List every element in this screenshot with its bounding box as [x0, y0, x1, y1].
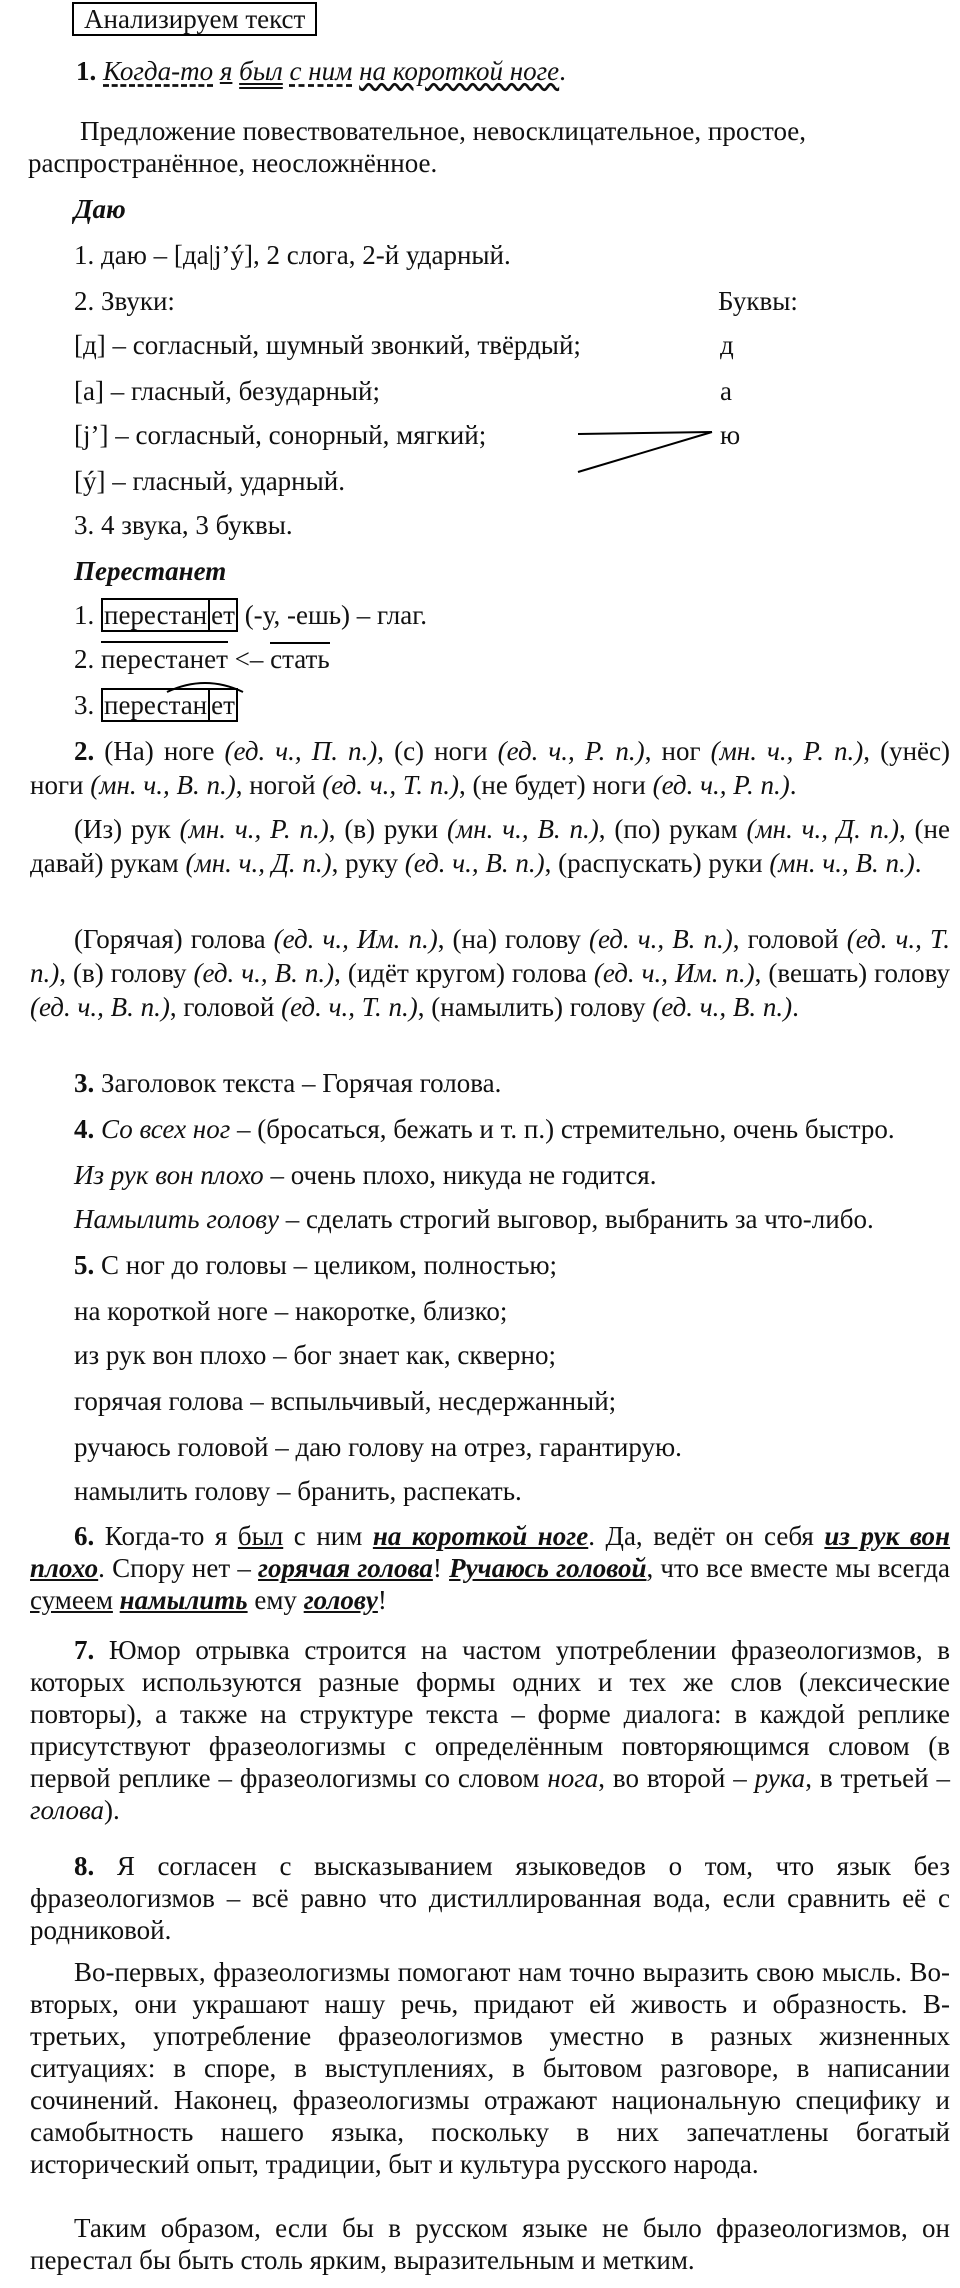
text-fragment: , (в) руки	[328, 814, 447, 844]
sound-row-3: [j’] – согласный, сонорный, мягкий;	[74, 420, 487, 450]
sound-row-4: [ý] – гласный, ударный.	[74, 466, 345, 496]
text-fragment: , (распускать) руки	[544, 848, 770, 878]
letter-row-1: д	[720, 330, 734, 360]
styled-fragment: был	[237, 1521, 284, 1551]
item-number: 3.	[74, 690, 95, 720]
text-fragment: , (на) голову	[437, 924, 589, 954]
text-fragment: Я согласен с высказыванием языковедов о том, что язык без фразеологизмов – всё равно что дистиллированная вода, если сравнить её с родниковой.	[30, 1851, 950, 1945]
styled-fragment: (ед. ч., Им. п.)	[593, 958, 755, 988]
text-fragment: , (с) ноги	[377, 736, 498, 766]
adverbial: Когда-то	[103, 56, 214, 86]
styled-fragment: (мн. ч., В. п.)	[769, 848, 915, 878]
styled-fragment: (ед. ч., Т. п.)	[30, 924, 951, 988]
text-fragment: , (не давай) рукам	[30, 814, 950, 878]
styled-fragment: (мн. ч., Р. п.)	[710, 736, 864, 766]
idiom: Из рук вон плохо	[74, 1160, 264, 1190]
sentence-desc-line-1: Предложение повествовательное, невосклицательное, простое,	[80, 116, 807, 146]
derived-word: перестанет	[101, 641, 228, 674]
text-fragment: , головой	[169, 992, 282, 1022]
text-fragment: Юмор отрывка строится на частом употреблении фразеологизмов, в которых используются разные формы одних и тех же слов (лексические повторы), а также на структуре текста – форме диалога: в каждой реплике присутствуют фразеологизмы с определённым повторяющимся словом (в первой реплике – фразеологизмы со словом	[30, 1635, 950, 1793]
perestanet-line-2	[74, 642, 330, 676]
text-fragment: , головой	[732, 924, 847, 954]
text-fragment: , (намылить) голову	[417, 992, 653, 1022]
text-fragment: , (в) голову	[59, 958, 194, 988]
text-fragment: , ногой	[235, 770, 323, 800]
word-heading-perestanet: Перестанет	[74, 556, 227, 586]
styled-fragment: Ручаюсь головой	[449, 1553, 647, 1583]
text-fragment: , что все вместе мы всегда	[646, 1553, 950, 1583]
predicate: был	[239, 56, 283, 86]
dayu-line-1: 1. даю – [да|j’ý], 2 слога, 2-й ударный.	[74, 240, 511, 270]
styled-fragment: (ед. ч., Им. п.)	[273, 924, 438, 954]
idiom: Со всех ног	[101, 1114, 231, 1144]
styled-fragment: намылить	[119, 1585, 248, 1615]
task-3	[74, 1066, 501, 1100]
styled-fragment: (ед. ч., В. п.)	[30, 992, 170, 1022]
text-fragment: .	[914, 848, 922, 878]
styled-fragment: (ед. ч., В. п.)	[404, 848, 545, 878]
styled-fragment: нога	[547, 1763, 599, 1793]
styled-fragment: (ед. ч., Р. п.)	[497, 736, 645, 766]
text-fragment: , ног	[644, 736, 711, 766]
idiom-meaning: – (бросаться, бежать и т. п.) стремительно, очень быстро.	[230, 1114, 895, 1144]
styled-fragment: (мн. ч., Д. п.)	[185, 848, 332, 878]
object: с ним	[289, 56, 353, 86]
text-fragment: ему	[247, 1585, 304, 1615]
styled-fragment: 7.	[74, 1635, 95, 1665]
task-number: 1.	[76, 56, 97, 86]
root-arc	[165, 680, 245, 694]
styled-fragment: из рук вон плохо	[30, 1521, 951, 1583]
text-fragment: (Горячая) голова	[74, 924, 274, 954]
styled-fragment: (ед. ч., Т. п.)	[281, 992, 418, 1022]
task-5-line-2: на короткой ноге – накоротке, близко;	[74, 1296, 508, 1326]
styled-fragment: (ед. ч., В. п.)	[588, 924, 733, 954]
task-number: 4.	[74, 1114, 95, 1144]
task-5-line-4: горячая голова – вспыльчивый, несдержанный;	[74, 1386, 617, 1416]
text-fragment: . Спору нет –	[98, 1553, 259, 1583]
item-number: 1.	[74, 600, 95, 630]
text-fragment: , (унёс) ноги	[30, 736, 950, 800]
task-8	[30, 1850, 950, 1946]
word-ending: ет	[208, 688, 238, 722]
word-ending: ет	[208, 598, 238, 632]
text-fragment: (На) ноге	[94, 736, 225, 766]
styled-fragment: голова	[30, 1795, 104, 1825]
dayu-line-2: 2. Звуки:	[74, 286, 175, 316]
task-4-line-1	[74, 1112, 895, 1146]
idiom-meaning: – сделать строгий выговор, выбранить за что-либо.	[279, 1204, 874, 1234]
styled-fragment: 6.	[74, 1521, 95, 1551]
styled-fragment: (ед. ч., В. п.)	[193, 958, 335, 988]
dayu-line-3: 3. 4 звука, 3 буквы.	[74, 510, 293, 540]
task-4-line-3	[74, 1202, 874, 1236]
task-7	[30, 1634, 950, 1826]
letter-row-2: а	[720, 376, 732, 406]
text-fragment: , во второй –	[598, 1763, 755, 1793]
styled-fragment: 2.	[74, 736, 95, 766]
text-fragment: , (по) рукам	[598, 814, 747, 844]
text-fragment: , в третьей –	[805, 1763, 950, 1793]
styled-fragment: голову	[303, 1585, 378, 1615]
styled-fragment: (ед. ч., Т. п.)	[322, 770, 459, 800]
title-box: Анализируем текст	[72, 2, 317, 36]
text-fragment: .	[792, 992, 799, 1022]
punct: .	[559, 56, 566, 86]
task-4-line-2	[74, 1158, 656, 1192]
text-fragment: , (не будет) ноги	[458, 770, 653, 800]
idiom: Намылить голову	[74, 1204, 279, 1234]
styled-fragment: на короткой ноге	[372, 1521, 589, 1551]
task-5-line-3: из рук вон плохо – бог знает как, скверно;	[74, 1340, 556, 1370]
text-fragment: с ним	[283, 1521, 373, 1551]
item-number: 2.	[74, 644, 95, 674]
styled-fragment: (мн. ч., Р. п.)	[179, 814, 329, 844]
text-fragment: (Из) рук	[74, 814, 180, 844]
text-fragment	[113, 1585, 120, 1615]
styled-fragment: сумеем	[30, 1585, 113, 1615]
paragraph-3: Таким образом, если бы в русском языке не было фразеологизмов, он перестал бы быть столь ярким, выразительным и метким.	[30, 2213, 950, 2275]
task-5-line-6: намылить голову – бранить, распекать.	[74, 1476, 522, 1506]
task-1	[76, 54, 566, 88]
task-5-line-5: ручаюсь головой – даю голову на отрез, гарантирую.	[74, 1432, 682, 1462]
text-fragment: . Да, ведёт он себя	[588, 1521, 825, 1551]
text-fragment: , (идёт кругом) голова	[334, 958, 594, 988]
styled-fragment: рука	[754, 1763, 806, 1793]
text-fragment: , руку	[331, 848, 405, 878]
task-2-para-1	[30, 734, 950, 802]
text-fragment: ).	[104, 1795, 120, 1825]
sound-row-1: [д] – согласный, шумный звонкий, твёрдый;	[74, 330, 581, 360]
task-2-para-2	[30, 812, 950, 880]
text-fragment: !	[432, 1553, 450, 1583]
styled-fragment: горячая голова	[258, 1553, 433, 1583]
text-fragment: , (вешать) голову	[754, 958, 950, 988]
task-number: 5.	[74, 1250, 95, 1280]
text-fragment: .	[789, 770, 797, 800]
styled-fragment: (ед. ч., В. п.)	[652, 992, 793, 1022]
word-heading-dayu: Даю	[74, 194, 126, 224]
grammar-note: (-у, -ешь) – глаг.	[237, 600, 427, 630]
task-2-para-3	[30, 922, 950, 1024]
sound-letter-connector	[570, 420, 720, 480]
word-stem: перестан	[101, 598, 208, 632]
perestanet-line-1	[74, 598, 427, 632]
section-title	[72, 2, 317, 36]
task-6	[30, 1520, 950, 1616]
styled-fragment: (мн. ч., В. п.)	[90, 770, 236, 800]
phraseologism: на короткой ноге	[359, 56, 560, 86]
styled-fragment: (мн. ч., Д. п.)	[746, 814, 899, 844]
styled-fragment: 8.	[74, 1851, 95, 1881]
sound-row-2: [а] – гласный, безударный;	[74, 376, 381, 406]
styled-fragment: (мн. ч., В. п.)	[446, 814, 599, 844]
task-number: 3.	[74, 1068, 95, 1098]
subject: я	[219, 56, 233, 86]
paragraph-2: Во-первых, фразеологизмы помогают нам точно выразить свою мысль. Во-вторых, они украшают нашу речь, придают ей живость и образность. В-третьих, употребление фразеологизмов уместно в разных жизненных ситуациях: в споре, в выступлениях, в бытовом разговоре, в написании сочинений. Наконец, фразеологизмы отражают национальную специфику и самобытность нашего языка, поскольку в них запечатлены богатый исторический опыт, традиции, быт и культура русского народа.	[30, 1957, 950, 2179]
sentence-desc-line-2: распространённое, неосложнённое.	[28, 148, 438, 178]
idiom-meaning: – очень плохо, никуда не годится.	[263, 1160, 657, 1190]
derivation-arrow: <–	[227, 644, 271, 674]
base-word: стать	[270, 644, 330, 674]
text-fragment: !	[377, 1585, 387, 1615]
letter-row-3: ю	[720, 420, 741, 450]
text-fragment: Когда-то я	[94, 1521, 238, 1551]
synonym-line: С ног до головы – целиком, полностью;	[94, 1250, 558, 1280]
word-stem: перестан	[101, 688, 208, 722]
task-3-text: Заголовок текста – Горячая голова.	[94, 1068, 502, 1098]
task-5-line-1	[74, 1248, 557, 1282]
styled-fragment: (ед. ч., Р. п.)	[652, 770, 790, 800]
styled-fragment: (ед. ч., П. п.)	[224, 736, 378, 766]
letters-heading: Буквы:	[718, 286, 798, 316]
